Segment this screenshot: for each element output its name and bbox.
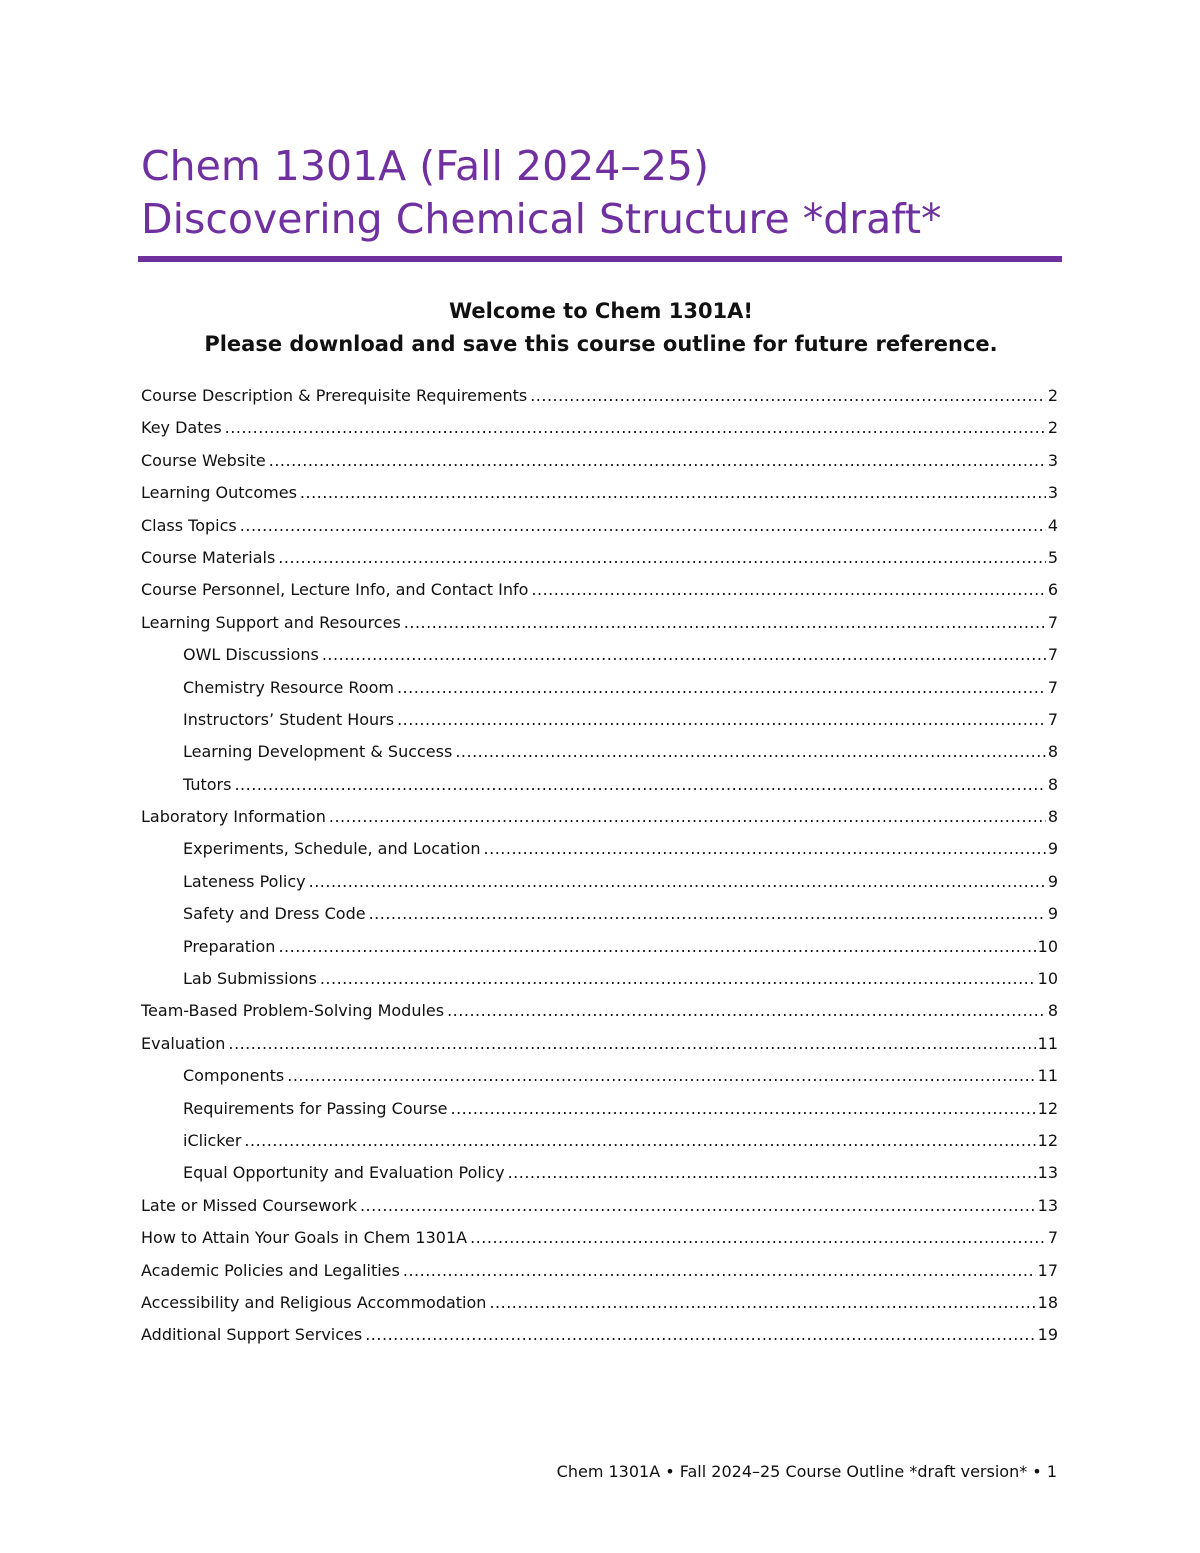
- toc-entry-page-number: 2: [1047, 418, 1058, 438]
- toc-entry-label: Learning Support and Resources: [141, 612, 401, 632]
- toc-dot-leader: [320, 963, 1036, 995]
- course-code-title: Chem 1301A (Fall 2024–25): [141, 142, 709, 190]
- toc-dot-leader: [278, 542, 1046, 574]
- page-footer: Chem 1301A • Fall 2024–25 Course Outline *draft version* • 1: [556, 1462, 1057, 1481]
- toc-dot-leader: [269, 445, 1046, 477]
- toc-entry[interactable]: [141, 477, 1058, 509]
- toc-dot-leader: [470, 1222, 1046, 1254]
- toc-entry-page-number: 7: [1047, 677, 1058, 697]
- toc-entry-label: OWL Discussions: [183, 645, 319, 665]
- toc-entry-label: iClicker: [183, 1130, 242, 1150]
- toc-entry-page-number: 8: [1047, 742, 1058, 762]
- toc-entry[interactable]: [141, 1319, 1058, 1351]
- toc-dot-leader: [403, 1255, 1036, 1287]
- toc-entry[interactable]: [141, 704, 1058, 736]
- welcome-message: [141, 295, 1061, 361]
- toc-dot-leader: [365, 1319, 1035, 1351]
- toc-entry[interactable]: [141, 1190, 1058, 1222]
- toc-entry-label: Course Materials: [141, 547, 276, 567]
- toc-entry[interactable]: [141, 801, 1058, 833]
- toc-entry[interactable]: [141, 1255, 1058, 1287]
- toc-entry-page-number: 10: [1037, 936, 1058, 956]
- toc-dot-leader: [508, 1157, 1036, 1189]
- toc-entry-label: Team-Based Problem-Solving Modules: [141, 1001, 445, 1021]
- toc-entry-page-number: 17: [1037, 1260, 1058, 1280]
- toc-entry[interactable]: [141, 769, 1058, 801]
- toc-entry-label: Laboratory Information: [141, 807, 326, 827]
- toc-entry-label: Chemistry Resource Room: [183, 677, 394, 697]
- toc-entry[interactable]: [141, 833, 1058, 865]
- toc-entry-label: Lab Submissions: [183, 969, 317, 989]
- toc-entry-label: Learning Development & Success: [183, 742, 453, 762]
- welcome-heading: Welcome to Chem 1301A!: [448, 299, 754, 323]
- toc-entry-page-number: 8: [1047, 807, 1058, 827]
- table-of-contents: [141, 380, 1058, 1352]
- toc-dot-leader: [369, 898, 1046, 930]
- toc-entry-label: Components: [183, 1066, 285, 1086]
- toc-dot-leader: [300, 477, 1046, 509]
- toc-entry-page-number: 2: [1047, 386, 1058, 405]
- toc-dot-leader: [484, 833, 1046, 865]
- toc-dot-leader: [309, 866, 1046, 898]
- toc-entry-page-number: 9: [1047, 839, 1058, 859]
- toc-entry-label: Experiments, Schedule, and Location: [183, 839, 481, 859]
- toc-dot-leader: [455, 736, 1046, 768]
- toc-entry-page-number: 7: [1047, 709, 1058, 729]
- toc-entry[interactable]: [141, 510, 1058, 542]
- toc-entry-page-number: 13: [1037, 1163, 1058, 1183]
- toc-entry-label: Instructors’ Student Hours: [183, 709, 395, 729]
- toc-entry-label: Learning Outcomes: [141, 483, 297, 503]
- toc-entry-label: Course Description & Prerequisite Requirements: [141, 386, 528, 405]
- toc-dot-leader: [530, 380, 1046, 412]
- toc-entry-label: Tutors: [183, 774, 232, 794]
- toc-dot-leader: [489, 1287, 1035, 1319]
- toc-entry[interactable]: [141, 898, 1058, 930]
- toc-dot-leader: [447, 995, 1046, 1027]
- toc-entry-label: Requirements for Passing Course: [183, 1098, 448, 1118]
- toc-entry-label: Academic Policies and Legalities: [141, 1260, 400, 1280]
- toc-entry[interactable]: [141, 574, 1058, 606]
- toc-dot-leader: [240, 510, 1046, 542]
- toc-entry-page-number: 11: [1037, 1033, 1058, 1053]
- toc-entry[interactable]: [141, 736, 1058, 768]
- toc-entry[interactable]: [141, 963, 1058, 995]
- toc-entry[interactable]: [141, 1287, 1058, 1319]
- toc-entry-label: Preparation: [183, 936, 276, 956]
- toc-dot-leader: [329, 801, 1046, 833]
- toc-entry[interactable]: [141, 1222, 1058, 1254]
- toc-entry[interactable]: [141, 866, 1058, 898]
- toc-dot-leader: [404, 607, 1046, 639]
- toc-entry[interactable]: [141, 445, 1058, 477]
- toc-entry-label: Accessibility and Religious Accommodation: [141, 1292, 487, 1312]
- toc-entry[interactable]: [141, 1157, 1058, 1189]
- toc-dot-leader: [234, 769, 1045, 801]
- toc-entry-label: Lateness Policy: [183, 871, 306, 891]
- toc-entry-label: Key Dates: [141, 418, 222, 438]
- toc-entry[interactable]: [141, 639, 1058, 671]
- toc-dot-leader: [287, 1060, 1035, 1092]
- toc-entry[interactable]: [141, 1093, 1058, 1125]
- toc-entry[interactable]: [141, 1125, 1058, 1157]
- toc-dot-leader: [228, 1028, 1035, 1060]
- toc-entry[interactable]: [141, 1060, 1058, 1092]
- toc-entry-page-number: 10: [1037, 969, 1058, 989]
- toc-entry[interactable]: [141, 931, 1058, 963]
- toc-entry-label: Evaluation: [141, 1033, 226, 1053]
- title-underline-rule: [138, 256, 1062, 262]
- toc-entry-page-number: 6: [1047, 580, 1058, 600]
- toc-dot-leader: [244, 1125, 1035, 1157]
- toc-entry-page-number: 19: [1037, 1325, 1058, 1345]
- toc-entry-label: Course Personnel, Lecture Info, and Contact Info: [141, 580, 529, 600]
- toc-dot-leader: [360, 1190, 1036, 1222]
- toc-entry-page-number: 7: [1047, 645, 1058, 665]
- toc-entry[interactable]: [141, 607, 1058, 639]
- toc-entry-page-number: 9: [1047, 871, 1058, 891]
- toc-entry-page-number: 8: [1047, 774, 1058, 794]
- toc-entry[interactable]: [141, 380, 1058, 412]
- toc-dot-leader: [278, 931, 1035, 963]
- download-instruction: Please download and save this course outline for future reference.: [204, 332, 998, 356]
- toc-dot-leader: [531, 574, 1045, 606]
- toc-entry-page-number: 12: [1037, 1130, 1058, 1150]
- toc-entry[interactable]: [141, 412, 1058, 444]
- toc-dot-leader: [225, 412, 1046, 444]
- toc-entry-page-number: 3: [1047, 450, 1058, 470]
- toc-entry-page-number: 3: [1047, 483, 1058, 503]
- toc-entry[interactable]: [141, 1028, 1058, 1060]
- toc-entry-label: Equal Opportunity and Evaluation Policy: [183, 1163, 505, 1183]
- toc-entry-label: Course Website: [141, 450, 266, 470]
- toc-entry-page-number: 11: [1037, 1066, 1058, 1086]
- toc-entry-label: Safety and Dress Code: [183, 904, 366, 924]
- document-title: [141, 140, 1061, 246]
- toc-entry-page-number: 5: [1047, 547, 1058, 567]
- toc-entry-label: Class Topics: [141, 515, 237, 535]
- toc-dot-leader: [397, 672, 1046, 704]
- toc-entry-page-number: 7: [1047, 612, 1058, 632]
- toc-entry-page-number: 8: [1047, 1001, 1058, 1021]
- toc-entry[interactable]: [141, 542, 1058, 574]
- course-name-title: Discovering Chemical Structure *draft*: [141, 195, 942, 243]
- toc-entry-page-number: 9: [1047, 904, 1058, 924]
- toc-entry[interactable]: [141, 672, 1058, 704]
- toc-entry-page-number: 4: [1047, 515, 1058, 535]
- toc-entry[interactable]: [141, 995, 1058, 1027]
- toc-entry-label: How to Attain Your Goals in Chem 1301A: [141, 1228, 468, 1248]
- toc-entry-page-number: 13: [1037, 1195, 1058, 1215]
- toc-entry-page-number: 18: [1037, 1292, 1058, 1312]
- toc-entry-page-number: 7: [1047, 1228, 1058, 1248]
- toc-dot-leader: [322, 639, 1046, 671]
- toc-dot-leader: [451, 1093, 1036, 1125]
- toc-entry-label: Additional Support Services: [141, 1325, 363, 1345]
- toc-entry-page-number: 12: [1037, 1098, 1058, 1118]
- toc-entry-label: Late or Missed Coursework: [141, 1195, 357, 1215]
- toc-dot-leader: [397, 704, 1046, 736]
